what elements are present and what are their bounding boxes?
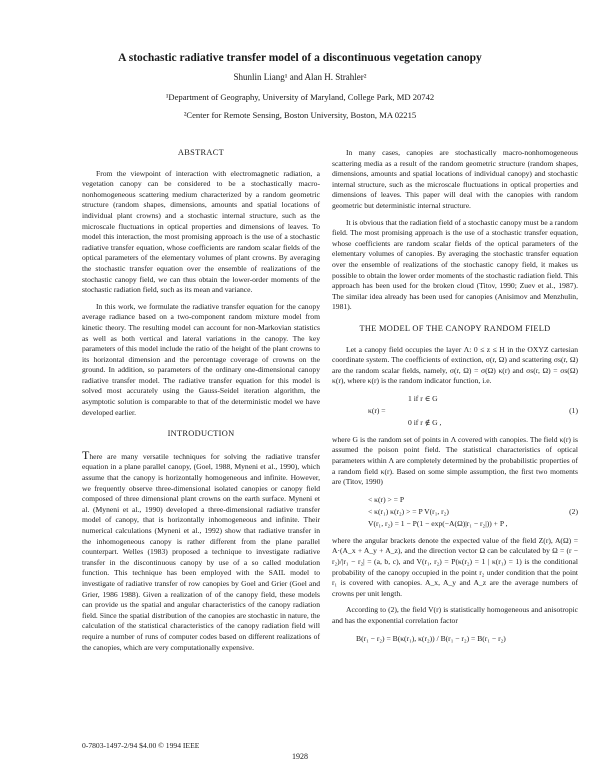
equation-2-line-1: < κ(r) > = P [368, 494, 405, 504]
right-paragraph-1: In many cases, canopies are stochastically macro-nonhomogeneous scattering media as a result of the random geometric structure (random shapes, dimensions, amounts and spatial locations of individual canopy) and stochastic internal structure, such as the microscale fluctuations in optical properties and dimensions of leaves. This paper will deal with the canopies with random geometric but deterministic internal structure. [332, 148, 578, 210]
affiliation-2: ²Center for Remote Sensing, Boston University, Boston, MA 02215 [183, 110, 417, 120]
introduction-paragraph-1-text: here are many versatile techniques for solving the radiative transfer equation in a plane parallel canopy, (Goel, 1988, Myneni et al., 1990), which assume that the canopy is horizontally homogeneous and infinite. However, we frequently observe three-dimensional isolated canopies or canopy field composed of three dimensional plant crowns on the earth surface. Myneni et al. (Myneni et al., 1990) developed a three-dimensional radiative transfer model of canopy, that is horizontally inhomogeneous and infinite. Their numerical calculations (Myneni et al., 1992) show that radiative transfer in the inhomogeneous canopy is rather different from the plane parallel counterpart. Welles (1983) proposed a technique to investigate radiative transfer in the discontinuous canopy by use of a so called modulation function. This technique has been employed with the SAIL model to investigate of radiative transfer of row canopies by Goel and Grier (Goel and Grier, 1986 1988). Given a realization of of the canopy field, these models can provide us the spatial and angular characteristics of the canopy radiation field. Since the spatial distribution of the canopies are stochastic in nature, the calculation of the statistical characteristics of the canopy radiation field will require a number of runs of computer codes based on different realizations of the canopies, which are very computationally expensive. [82, 451, 320, 652]
drop-cap-letter: T [82, 447, 90, 462]
equation-1-bottom-case: 0 if r ∉ G , [408, 417, 442, 427]
equation-1-top-case: 1 if r ∈ G [408, 393, 438, 403]
introduction-paragraph-1 [82, 447, 320, 653]
equation-3: B(r₁ − r₂) = B(κ(r₁), κ(r₂)) / B(r₁ − r₂) = B(r₁ − r₂) [356, 633, 506, 643]
left-column [82, 148, 320, 659]
abstract-paragraph-1: From the viewpoint of interaction with electromagnetic radiation, a vegetation canopy can be considered to be a stochastically macro-nonhomogeneous scattering medium characterized by a random geometric structure (random shapes, dimensions, amounts and spatial locations of individual plant crowns) and a stochastic internal structure, such as the microscale fluctuations in optical properties and dimensions of leaves. To model this interaction, the most promising approach is the use of a stochastic radiative transfer equation, whose coefficients are random scalar fields of the optical parameters of the elementary volumes of plant crowns. By averaging the stochastic transfer equation over the ensemble of realizations of the stochastic canopy field, we can thus obtain the lower-order moments of the stochastic radiation field, such as its mean and variance. [82, 168, 320, 295]
paper-title: A stochastic radiative transfer model of a discontinuous vegetation canopy [118, 52, 482, 64]
copyright-notice: 0-7803-1497-2/94 $4.00 © 1994 IEEE [82, 741, 200, 750]
page-number: 1928 [292, 752, 308, 761]
right-paragraph-2: It is obvious that the radiation field of a stochastic canopy must be a random field. The most promising approach is the use of a stochastic transfer equation, whose coefficients are random scalar fields of the optical parameters of the elementary volumes of canopies. By averaging the stochastic transfer equation over the ensemble of realizations of the stochastic canopy field, it makes us possible to obtain the lower order moments of the stochastic radiation field. This approach has been used for the broken cloud (Titov, 1990; Zuev et al., 1987). The similar idea already has been used for canopies (Anisimov and Menzhulin, 1981). [332, 217, 578, 312]
equation-1-lhs: κ(r) = [368, 405, 386, 415]
equation-2-line-3: V(r₁, r₂) = 1 − P(1 − exp(−A(Ω)|r₁ − r₂|)) + P , [368, 518, 508, 528]
equation-2-line-2: < κ(r₁) κ(r₂) > = P V(r₁, r₂) [368, 506, 449, 516]
right-paragraph-3: Let a canopy field occupies the layer Λ: 0 ≤ z ≤ H in the OXYZ cartesian coordinate system. The coefficients of extinction, σ(r, Ω) and scattering σs(r, Ω) are the random scalar fields, namely, σ(r, Ω) = σ(Ω) κ(r) and σs(r, Ω) = σs(Ω) κ(r), where κ(r) is the random indicator function, i.e. [332, 344, 578, 386]
affiliation-1: ¹Department of Geography, University of Maryland, College Park, MD 20742 [165, 92, 435, 102]
equation-2 [332, 494, 578, 530]
right-column [332, 148, 578, 651]
right-paragraph-5: where the angular brackets denote the expected value of the field Z(r), A(Ω) = A·(A_x + A_y + A_z), and the direction vector Ω can be calculated by Ω = (r − r₂)/|r₁ − r₂| = (a, b, c), and V(r₁, r₂) = P(κ(r₂) = 1 | κ(r₁) = 1) is the conditional probability of the canopy occupied in the point r₂ under condition that the point r₁ is covered with canopies. A_x, A_y and A_z are the average numbers of crowns per unit length. [332, 535, 578, 598]
right-paragraph-6: According to (2), the field V(r) is statistically homogeneous and anisotropic and has the exponential correlation factor [332, 605, 578, 625]
equation-2-number: (2) [569, 506, 578, 516]
equation-1 [332, 393, 578, 429]
right-paragraph-4: where G is the random set of points in Λ covered with canopies. The field κ(r) is assumed the poison point field. The statistical characteristics of optical parameters within Λ are completely determined by the probabilistic properties of a random field κ(r). Based on some simple assumption, the first two moments are (Titov, 1990) [332, 434, 578, 487]
paper-authors: Shunlin Liang¹ and Alan H. Strahler² [233, 72, 367, 82]
equation-1-number: (1) [569, 405, 578, 415]
abstract-heading: ABSTRACT [177, 148, 225, 157]
abstract-paragraph-2: In this work, we formulate the radiative transfer equation for the canopy average radiance based on a two-component random mixture model from kinetic theory. The resulting model can account for non-Markovian statistics as well as both vertical and lateral variations in the canopy. The key parameters of this model include the ratio of the height of the plant crowns to its horizontal dimension and the percentage coverage of crowns on the ground. In addition, so parameters of the ordinary one-dimensional canopy radiative transfer model. The radiative transfer equation for this model is solved most accurately using the Gauss-Seidel iteration algorithm, the asymptotic solution is comparable to that of the deterministic model we have developed earlier. [82, 301, 320, 417]
introduction-heading: INTRODUCTION [167, 429, 235, 439]
model-section-heading: THE MODEL OF THE CANOPY RANDOM FIELD [359, 323, 551, 333]
